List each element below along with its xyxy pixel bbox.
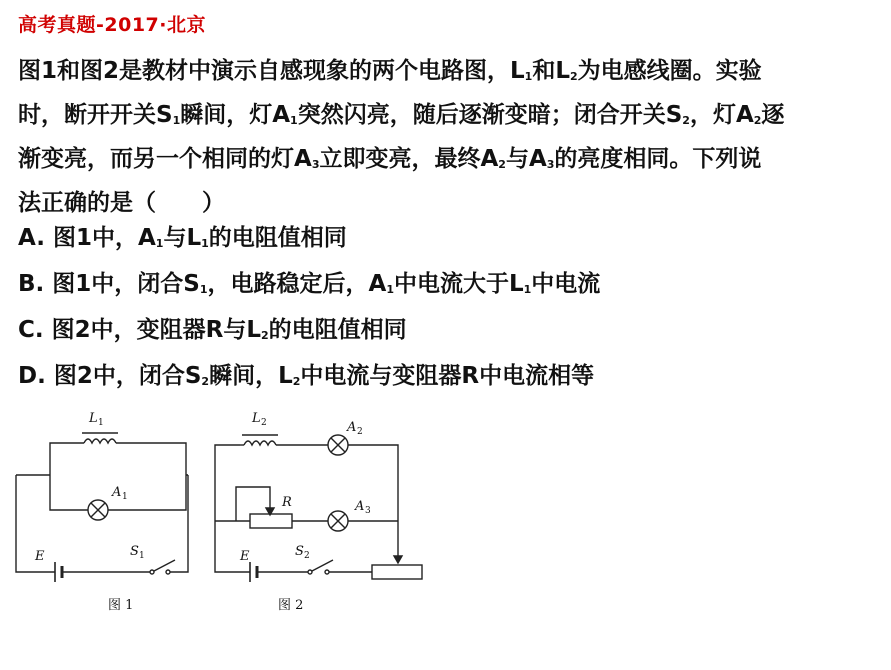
switch-blade-icon (154, 560, 175, 571)
figure-2-labels (239, 411, 371, 613)
text: B. 图1中，闭合S (18, 271, 200, 297)
subscript: 2 (753, 114, 762, 127)
subscript: 1 (523, 283, 532, 296)
text: 图1和图2是教材中演示自感现象的两个电路图，L (18, 58, 525, 84)
subscript: 1 (172, 114, 181, 127)
subscript: 2 (498, 158, 506, 171)
text: D. 图2中，闭合S (18, 363, 202, 389)
inductor-label-sub: 1 (98, 418, 104, 428)
subscript: 3 (311, 158, 320, 171)
switch-contact-icon (166, 570, 170, 574)
switch-contact-icon (150, 570, 154, 574)
subscript: 1 (524, 70, 533, 83)
option-d[interactable] (18, 356, 600, 402)
text: 中电流大于L (393, 271, 524, 297)
switch-label-sub: 2 (304, 551, 310, 561)
subscript: 1 (386, 283, 394, 296)
text: 和L (532, 58, 570, 84)
switch-contact-icon (308, 570, 312, 574)
lamp-mid-label: A (355, 499, 365, 514)
text: 的亮度相同。下列说 (554, 146, 762, 172)
subscript: 2 (569, 70, 578, 83)
lamp-label: A (112, 485, 122, 500)
switch-label: S (295, 544, 304, 559)
text: 瞬间，L (209, 363, 293, 389)
text: ，灯A (689, 102, 754, 128)
text: 的电阻值相同 (268, 317, 407, 343)
lamp-top-label: A (347, 420, 357, 435)
option-c[interactable] (18, 310, 600, 356)
option-a[interactable] (18, 218, 600, 264)
text: ，电路稳定后，A (207, 271, 387, 297)
inductor-label-sub: 2 (261, 418, 267, 428)
subscript: 2 (292, 375, 301, 388)
lamp-top-label-sub: 2 (357, 427, 363, 437)
circuit-diagrams (0, 400, 891, 670)
text: 法正确的是（ ） (18, 190, 225, 216)
text: 与L (163, 225, 202, 251)
subscript: 1 (290, 114, 298, 127)
answer-options (18, 218, 600, 402)
text: 的电阻值相同 (208, 225, 347, 251)
subscript: 1 (199, 283, 208, 296)
text: 渐变亮，而另一个相同的灯A (18, 146, 312, 172)
switch-label: S (130, 544, 139, 559)
question-line-3 (18, 140, 878, 184)
resistor-icon (250, 514, 292, 528)
battery-label: E (240, 549, 250, 564)
exam-source-header: 高考真题-2017·北京 (18, 14, 206, 36)
subscript: 3 (546, 158, 555, 171)
inductor-label: L (89, 411, 98, 426)
slider-arrow-icon (394, 556, 402, 563)
figure-2-caption: 图 2 (278, 598, 304, 613)
question-line-2 (18, 96, 878, 140)
question-line-1 (18, 52, 878, 96)
inductor-label: L (252, 411, 261, 426)
inductor-coil-icon (244, 441, 276, 445)
text: 中电流与变阻器R中电流相等 (300, 363, 595, 389)
wire-mid-left (50, 475, 88, 510)
figure-1-caption: 图 1 (108, 598, 134, 613)
text: 立即变亮，最终A (319, 146, 499, 172)
text: 突然闪亮，随后逐渐变暗；闭合开关S (297, 102, 683, 128)
text: 瞬间，灯A (180, 102, 291, 128)
text: A. 图1中，A (18, 225, 156, 251)
switch-blade-icon (312, 560, 333, 571)
lamp-label-sub: 1 (122, 492, 128, 502)
resistor-label: R (282, 495, 292, 510)
question-stem (18, 52, 878, 222)
text: 与A (505, 146, 547, 172)
option-b[interactable] (18, 264, 600, 310)
battery-label: E (35, 549, 45, 564)
question-line-4 (18, 184, 878, 222)
subscript: 2 (201, 375, 210, 388)
text: 为电感线圈。实验 (577, 58, 762, 84)
rheostat-icon (372, 565, 422, 579)
subscript: 1 (201, 237, 209, 250)
wire-top-left (50, 443, 84, 475)
lamp-mid-label-sub: 3 (365, 506, 371, 516)
subscript: 2 (261, 329, 269, 342)
subscript: 2 (682, 114, 690, 127)
text: C. 图2中，变阻器R与L (18, 317, 261, 343)
subscript: 1 (155, 237, 164, 250)
text: 中电流 (531, 271, 601, 297)
switch-contact-icon (325, 570, 329, 574)
switch-label-sub: 1 (139, 551, 145, 561)
text: 时，断开开关S (18, 102, 173, 128)
text: 逐 (761, 102, 785, 128)
inductor-coil-icon (84, 439, 116, 443)
